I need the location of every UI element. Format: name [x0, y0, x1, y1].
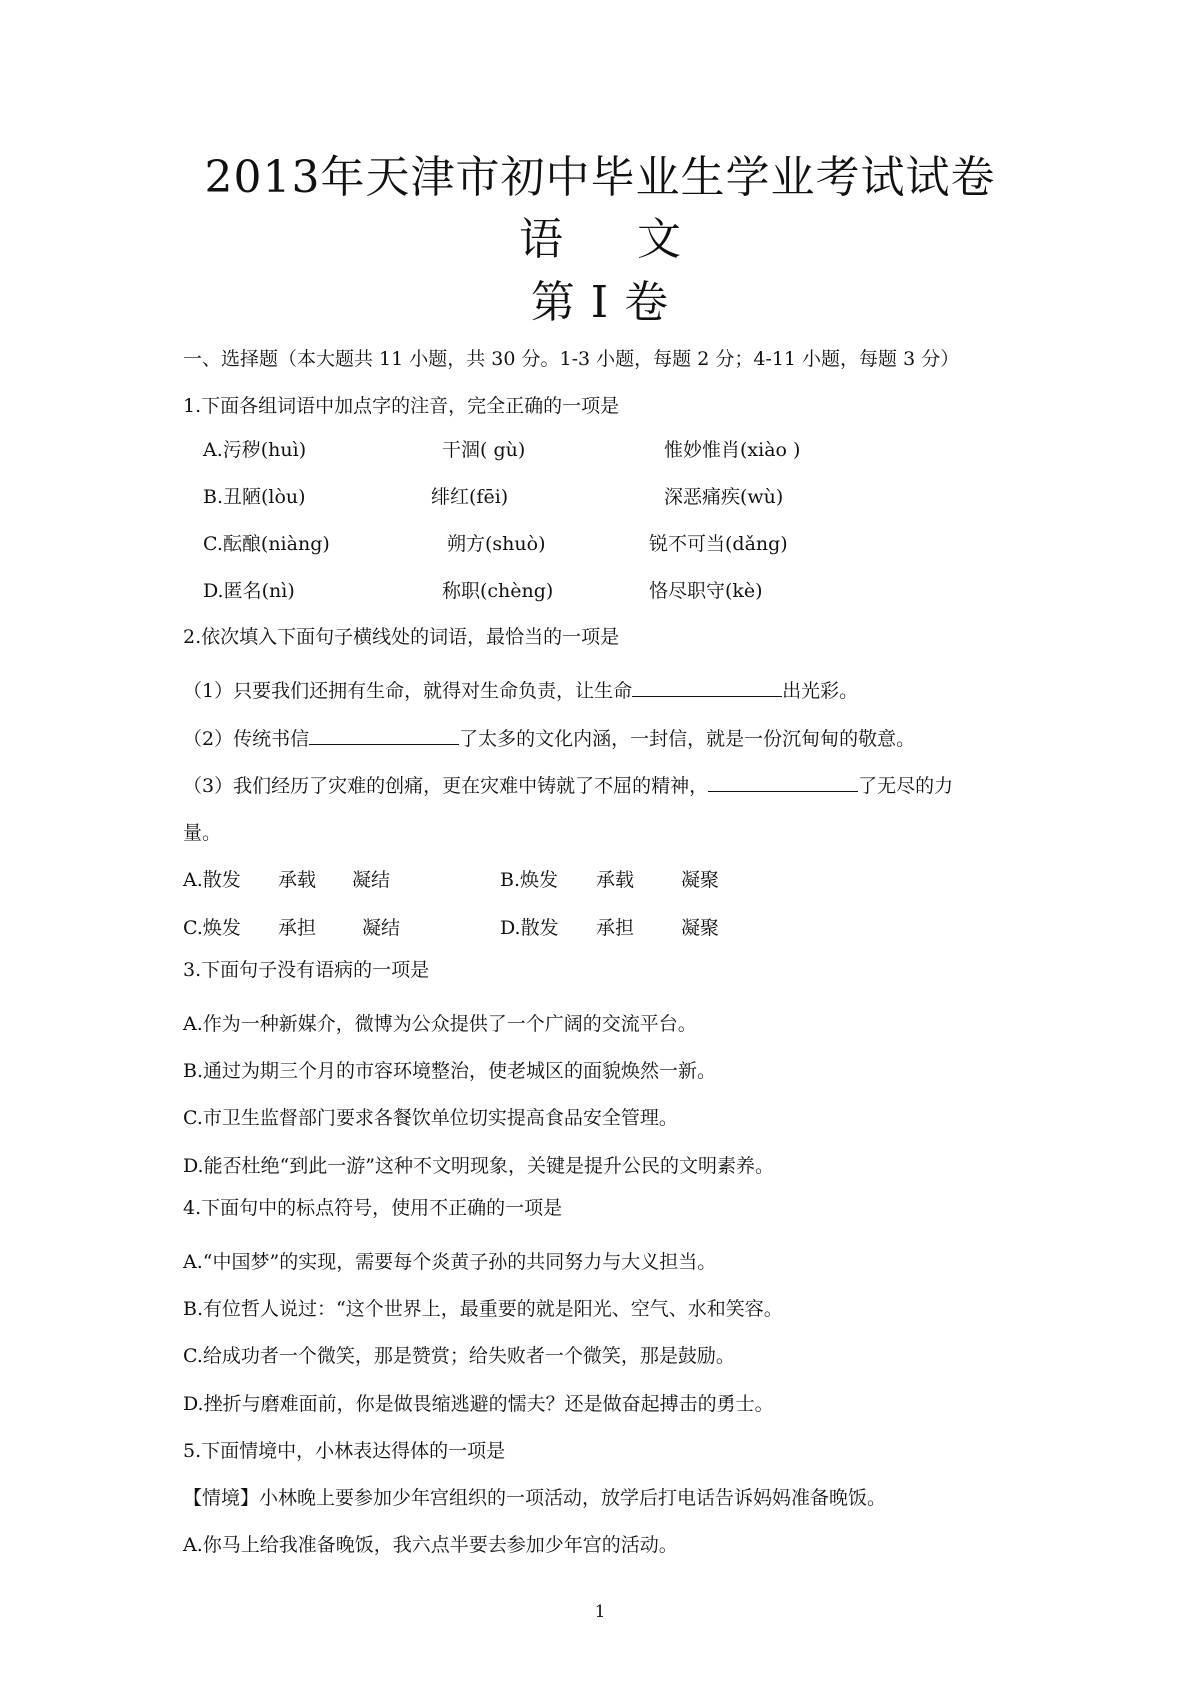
q4-option-a: A.“中国梦”的实现，需要每个炎黄子孙的共同努力与大义担当。: [183, 1251, 717, 1273]
q4-option-c: C.给成功者一个微笑，那是赞赏；给失败者一个微笑，那是鼓励。: [183, 1345, 735, 1367]
q2-d-3: 凝聚: [681, 917, 720, 939]
q4-option-d: D.挫折与磨难面前，你是做畏缩逃避的懦夫？还是做奋起搏击的勇士。: [183, 1393, 774, 1415]
volume-title: 第 I 卷: [530, 277, 670, 328]
q1-d-2: 称职(chèng): [442, 580, 554, 602]
q1-a-2: 干涸( gù): [442, 439, 526, 461]
q1-a-3: 惟妙惟肖(xiào ): [664, 439, 801, 461]
q2-b-3: 凝聚: [681, 869, 720, 891]
q2-s3-text-b: 了无尽的力: [858, 775, 954, 797]
question-4-stem: 4.下面句中的标点符号，使用不正确的一项是: [183, 1197, 563, 1219]
q3-option-a: A.作为一种新媒介，微博为公众提供了一个广阔的交流平台。: [183, 1013, 697, 1035]
q5-option-a: A.你马上给我准备晚饭，我六点半要去参加少年宫的活动。: [183, 1534, 678, 1556]
q2-c-1: C.焕发: [183, 917, 241, 939]
q5-context: 【情境】小林晚上要参加少年宫组织的一项活动，放学后打电话告诉妈妈准备晚饭。: [183, 1487, 887, 1509]
exam-title: 2013年天津市初中毕业生学业考试试卷: [204, 152, 996, 203]
q1-d-3: 恪尽职守(kè): [649, 580, 763, 602]
page-number: 1: [594, 1602, 606, 1622]
q2-b-1: B.焕发: [500, 869, 559, 891]
q1-c-1: C.酝酿(niàng): [203, 533, 330, 555]
q2-s3-blank: [708, 771, 858, 792]
q2-a-3: 凝结: [352, 869, 391, 891]
q1-c-3: 锐不可当(dǎng): [649, 533, 788, 555]
q3-option-d: D.能否杜绝“到此一游”这种不文明现象，关键是提升公民的文明素养。: [183, 1155, 775, 1177]
q3-option-b: B.通过为期三个月的市容环境整治，使老城区的面貌焕然一新。: [183, 1060, 717, 1082]
q2-sentence-3: [183, 771, 953, 800]
q2-a-1: A.散发: [183, 869, 241, 891]
question-2-stem: 2.依次填入下面句子横线处的词语，最恰当的一项是: [183, 626, 620, 648]
question-3-stem: 3.下面句子没有语病的一项是: [183, 959, 430, 981]
q2-s2-text-a: （2）传统书信: [183, 728, 310, 750]
q2-b-2: 承载: [596, 869, 635, 891]
q2-sentence-1: [183, 676, 858, 705]
q2-s1-text-b: 出光彩。: [782, 680, 859, 702]
q2-s2-text-b: 了太多的文化内涵，一封信，就是一份沉甸甸的敬意。: [459, 728, 916, 750]
q1-b-2: 绯红(fēi): [431, 486, 509, 508]
section-heading: 一、选择题（本大题共 11 小题，共 30 分。1-3 小题，每题 2 分；4-11 小题，每题 3 分）: [183, 348, 960, 370]
q2-s2-blank: [309, 724, 459, 745]
question-5-stem: 5.下面情境中，小林表达得体的一项是: [183, 1440, 506, 1462]
q2-c-2: 承担: [278, 917, 317, 939]
q1-a-1: A.污秽(huì): [203, 439, 307, 461]
q1-b-3: 深恶痛疾(wù): [664, 486, 784, 508]
q2-c-3: 凝结: [362, 917, 401, 939]
q2-s1-text-a: （1）只要我们还拥有生命，就得对生命负责，让生命: [183, 680, 633, 702]
subject-title: 语 文: [519, 214, 711, 265]
q3-option-c: C.市卫生监督部门要求各餐饮单位切实提高食品安全管理。: [183, 1107, 678, 1129]
q2-s3-text-a: （3）我们经历了灾难的创痛，更在灾难中铸就了不屈的精神，: [183, 775, 709, 797]
q2-a-2: 承载: [278, 869, 317, 891]
q4-option-b: B.有位哲人说过：“这个世界上，最重要的就是阳光、空气、水和笑容。: [183, 1298, 783, 1320]
q1-b-1: B.丑陋(lòu): [203, 486, 306, 508]
q2-d-2: 承担: [596, 917, 635, 939]
question-1-stem: 1.下面各组词语中加点字的注音，完全正确的一项是: [183, 395, 620, 417]
q2-s1-blank: [632, 676, 782, 697]
q1-d-1: D.匿名(nì): [203, 580, 295, 602]
q1-c-2: 朔方(shuò): [447, 533, 546, 555]
q2-sentence-3-cont: 量。: [183, 822, 222, 844]
q2-sentence-2: [183, 724, 915, 753]
q2-d-1: D.散发: [500, 917, 559, 939]
